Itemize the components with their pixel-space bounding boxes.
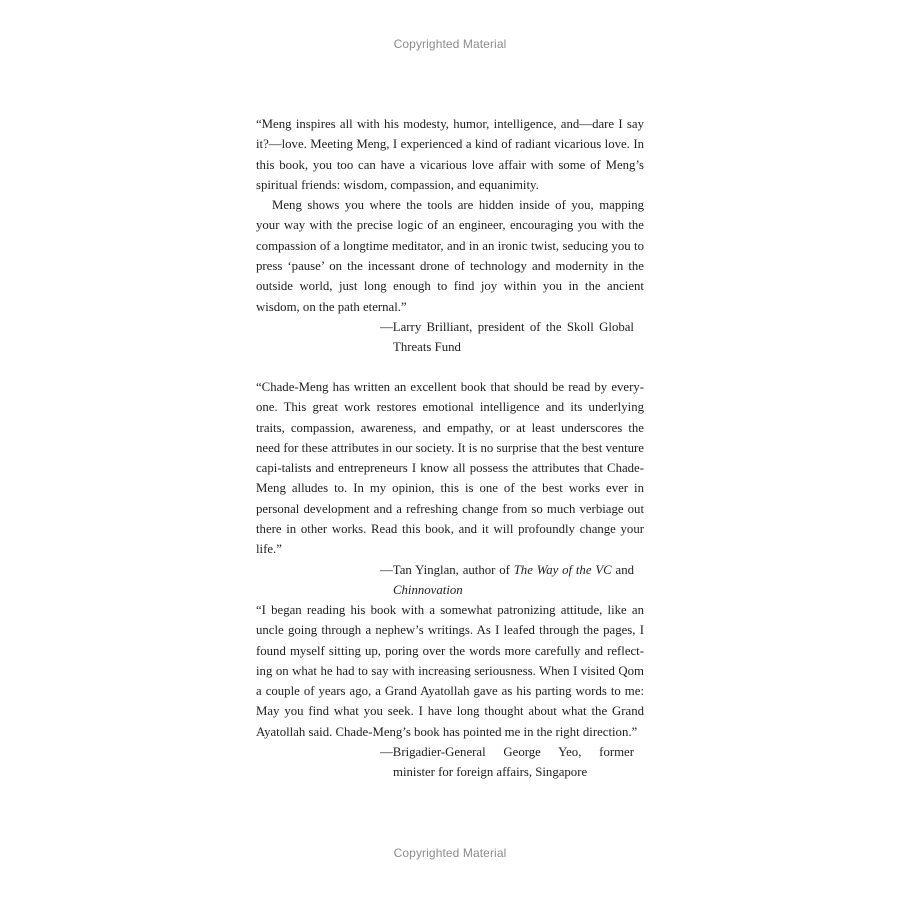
quote-attribution: —Brigadier-General George Yeo, former minister for foreign affairs, Singapore	[380, 745, 634, 780]
book-title-chinnovation: Chinnovation	[393, 582, 463, 597]
copyright-watermark-bottom: Copyrighted Material	[393, 846, 507, 860]
quote-attribution	[256, 560, 644, 601]
quote-paragraph: “I began reading his book with a somewhat patronizing attitude, like an uncle going through a nephew’s writings. As I leafed through the pages, I found myself sitting up, poring over the words more carefully and reflect-ing on what he had to say with increasing seriousness. When I visited Qom a couple of years ago, a Grand Ayatollah gave as his parting words to me: May you find what you seek. I have long thought about what the Grand Ayatollah said. Chade-Meng’s book has pointed me in the right direction.”	[256, 603, 644, 739]
endorsement-quote-tan	[256, 377, 644, 600]
attribution-author: —Tan Yinglan, author of	[380, 562, 514, 577]
attribution-conjunction: and	[611, 562, 634, 577]
copyright-watermark-top: Copyrighted Material	[393, 37, 507, 51]
quote-paragraph: “Meng inspires all with his modesty, humor, intelligence, and—dare I say it?—love. Meeting Meng, I experienced a kind of radiant vicarious love. In this book, you too can have a vicarious love affair with some of Meng’s spiritual friends: wisdom, compassion, and equanimity.	[256, 117, 644, 192]
book-title-way-of-the-vc: The Way of the VC	[513, 562, 612, 577]
endorsement-quote-brilliant	[256, 114, 644, 358]
quote-attribution: —Larry Brilliant, president of the Skoll Global Threats Fund	[380, 319, 634, 355]
endorsement-quote-yeo	[256, 600, 644, 783]
quote-paragraph: Meng shows you where the tools are hidden inside of you, mapping your way with the precise logic of an engineer, encouraging you with the compassion of a longtime meditator, and in an ironic twist, seducing you to press ‘pause’ on the incessant drone of technology and modernity in the outside world, just long enough to find joy within you in the ancient wisdom, on the path eternal.”	[256, 198, 644, 314]
quote-paragraph: “Chade-Meng has written an excellent book that should be read by every-one. This great work restores emotional intelligence and its underlying traits, compassion, awareness, and empathy, or at least underscores the need for these attributes in our society. It is no surprise that the best venture capi-talists and entrepreneurs I know all possess the attributes that Chade-Meng alludes to. In my opinion, this is one of the best works ever in personal development and a refreshing change from so much verbiage out there in other works. Read this book, and it will profoundly change your life.”	[256, 380, 644, 557]
